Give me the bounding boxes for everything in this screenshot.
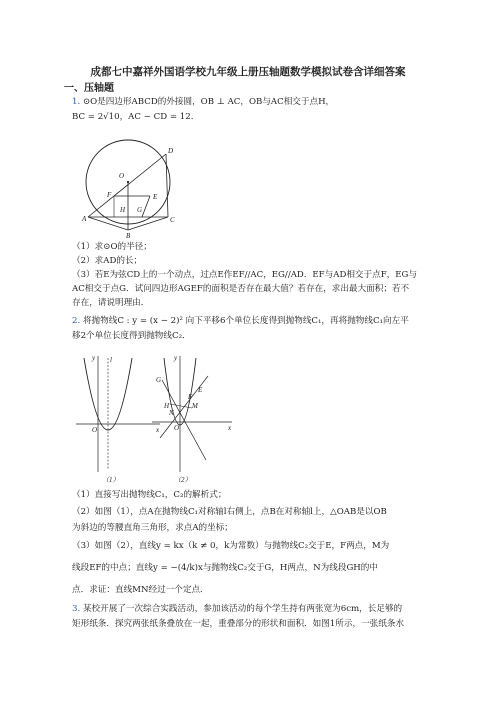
q1-label-F: F: [107, 191, 112, 199]
q2-fig2-label-N: N: [169, 409, 174, 417]
section-heading: 一、压轴题: [64, 83, 114, 94]
q2-fig2-label-E: E: [198, 386, 203, 394]
q2-sub3-line3: 点．求证：直线MN经过一个定点．: [72, 585, 209, 595]
q3-line2: 矩形纸条．探究两张纸条叠放在一起，重叠部分的形状和面积．如图1所示，一张纸条水: [72, 619, 405, 629]
q2-fig2-label-M: M: [192, 402, 198, 410]
q1-number: 1.: [72, 97, 81, 107]
document-title: 成都七中嘉祥外国语学校九年级上册压轴题数学模拟试卷含详细答案: [90, 66, 406, 78]
q1-circle-figure: [80, 138, 180, 238]
q2-fig1-label-x: x: [156, 426, 160, 434]
q1-text-line1: [72, 97, 334, 108]
q1-label-B: B: [126, 232, 131, 240]
q2-sub2-line2: 为斜边的等腰直角三角形，求点A的坐标；: [72, 523, 233, 533]
q2-fig2-label-H: H: [164, 402, 170, 410]
q2-fig2-label-y: y: [174, 354, 178, 362]
q1-sub3-line1: （3）若E为弦CD上的一个动点，过点E作EF//AC，EG//AD．EF与AD相交于点F，EG与: [72, 270, 417, 280]
q2-fig2-caption: （2）: [174, 476, 192, 484]
q1-label-E: E: [153, 193, 158, 201]
q1-sub2: （2）求AD的长；: [72, 256, 143, 266]
q2-figure-2: [148, 352, 234, 482]
q1-line2: BC = 2√10，AC − CD = 12．: [72, 112, 200, 122]
q2-sub2-line1: （2）如图（1），点A在抛物线C₁对称轴l右侧上，点B在对称轴l上，△OAB是以OB: [72, 507, 387, 517]
q2-sub1: （1）直接写出抛物线C₁，C₂的解析式；: [72, 490, 227, 500]
q2-line1: 将抛物线C : y = (x − 2)² 向下平移6个单位长度得到抛物线C₁，再将抛物线C₁向左平: [82, 316, 409, 326]
q3-line1: 某校开展了一次综合实践活动，参加该活动的每个学生持有两张宽为6cm，长足够的: [82, 604, 403, 614]
q2-fig2-label-x: x: [228, 424, 232, 432]
q1-label-C: C: [170, 216, 175, 224]
q1-sub3-line3: 存在，请说明理由．: [72, 298, 150, 308]
q2-fig2-label-G: G: [156, 376, 162, 384]
q2-fig2-label-O: O: [174, 424, 180, 432]
q1-sub3-line2: AC相交于点G．试问四边形AGEF的面积是否存在最大值？若存在，求出最大面积；若不: [72, 284, 410, 294]
q2-fig1-label-l: l: [110, 356, 112, 364]
q2-fig1-label-y: y: [92, 354, 96, 362]
q1-line1: ⊙O是四边形ABCD的外接圆，OB ⊥ AC，OB与AC相交于点H，: [82, 97, 335, 107]
q2-sub3-line1: （3）如图（2），直线y = kx（k ≠ 0，k为常数）与抛物线C₂交于E，F两点，M为: [72, 541, 390, 551]
q2-fig1-label-O: O: [92, 426, 98, 434]
q1-label-D: D: [168, 147, 174, 155]
q2-text-line1: [72, 316, 409, 327]
q3-number: 3.: [72, 604, 81, 614]
q1-label-A: A: [82, 215, 87, 223]
q1-label-G: G: [137, 206, 143, 214]
q2-number: 2.: [72, 316, 81, 326]
q2-fig2-label-F: F: [188, 393, 193, 401]
q2-line2: 移2个单位长度得到抛物线C₂．: [72, 331, 191, 341]
q1-label-H: H: [120, 206, 126, 214]
q2-fig1-caption: （1）: [102, 476, 120, 484]
q3-text-line1: [72, 604, 402, 615]
q1-label-O: O: [119, 172, 125, 180]
q1-sub1: （1）求⊙O的半径；: [72, 242, 152, 252]
q2-sub3-line2: 线段EF的中点；直线y = −(4/k)x与抛物线C₂交于G，H两点，N为线段GH的中: [72, 563, 378, 573]
